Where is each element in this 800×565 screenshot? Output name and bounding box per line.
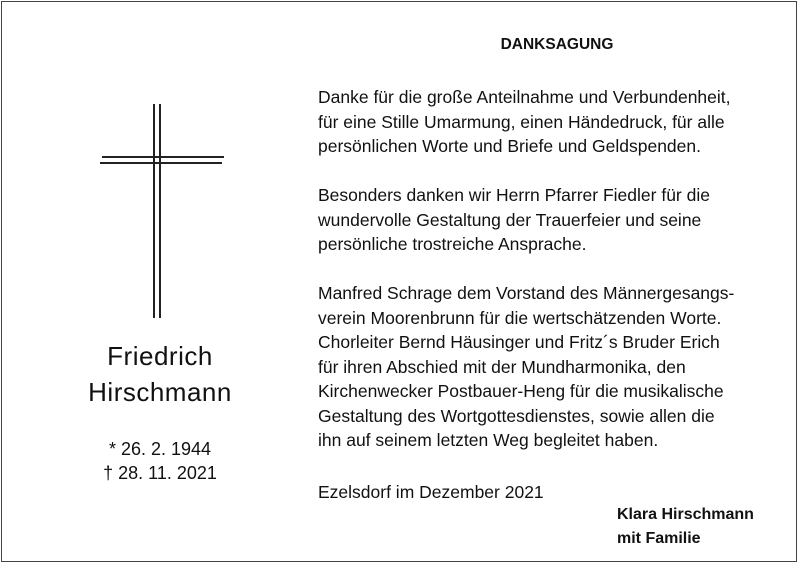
death-date: † 28. 11. 2021 xyxy=(103,463,217,483)
life-dates xyxy=(40,437,280,485)
text-line: Kirchenwecker Postbauer-Heng für die musikalische xyxy=(318,381,724,401)
signature xyxy=(617,503,754,551)
text-line: ihn auf seinem letzten Weg begleitet haben. xyxy=(318,430,659,450)
signature-name: Klara Hirschmann xyxy=(617,506,754,523)
text-line: verein Moorenbrunn für die wertschätzenden Worte. xyxy=(318,307,722,328)
text-line: Besonders danken wir Herrn Pfarrer Fiedler für die xyxy=(318,185,710,205)
text-line: persönlichen Worte und Briefe und Geldspenden. xyxy=(318,136,701,156)
text-line: für eine Stille Umarmung, einen Händedruck, für alle xyxy=(318,111,725,132)
paragraph-pastor xyxy=(318,183,788,257)
paragraph-thanks xyxy=(318,85,788,159)
text-line: Gestaltung des Wortgottesdienstes, sowie allen die xyxy=(318,405,715,426)
signature-family: mit Familie xyxy=(617,530,701,547)
last-name: Hirschmann xyxy=(88,377,232,407)
cross-icon xyxy=(100,104,224,318)
text-line: wundervolle Gestaltung der Trauerfeier und seine xyxy=(318,209,702,230)
notice-heading: DANKSAGUNG xyxy=(500,36,614,53)
place-date: Ezelsdorf im Dezember 2021 xyxy=(318,482,544,502)
paragraph-choir xyxy=(318,281,788,453)
first-name: Friedrich xyxy=(107,341,213,371)
text-line: Danke für die große Anteilnahme und Verbundenheit, xyxy=(318,87,731,107)
text-line: für ihren Abschied mit der Mundharmonika, den xyxy=(318,356,686,377)
birth-date: * 26. 2. 1944 xyxy=(108,439,212,459)
text-line: Chorleiter Bernd Häusinger und Fritz´s Bruder Erich xyxy=(318,332,720,352)
text-line: Manfred Schrage dem Vorstand des Männergesangs- xyxy=(318,283,735,303)
text-line: persönliche trostreiche Ansprache. xyxy=(318,234,587,254)
deceased-name xyxy=(40,338,280,410)
